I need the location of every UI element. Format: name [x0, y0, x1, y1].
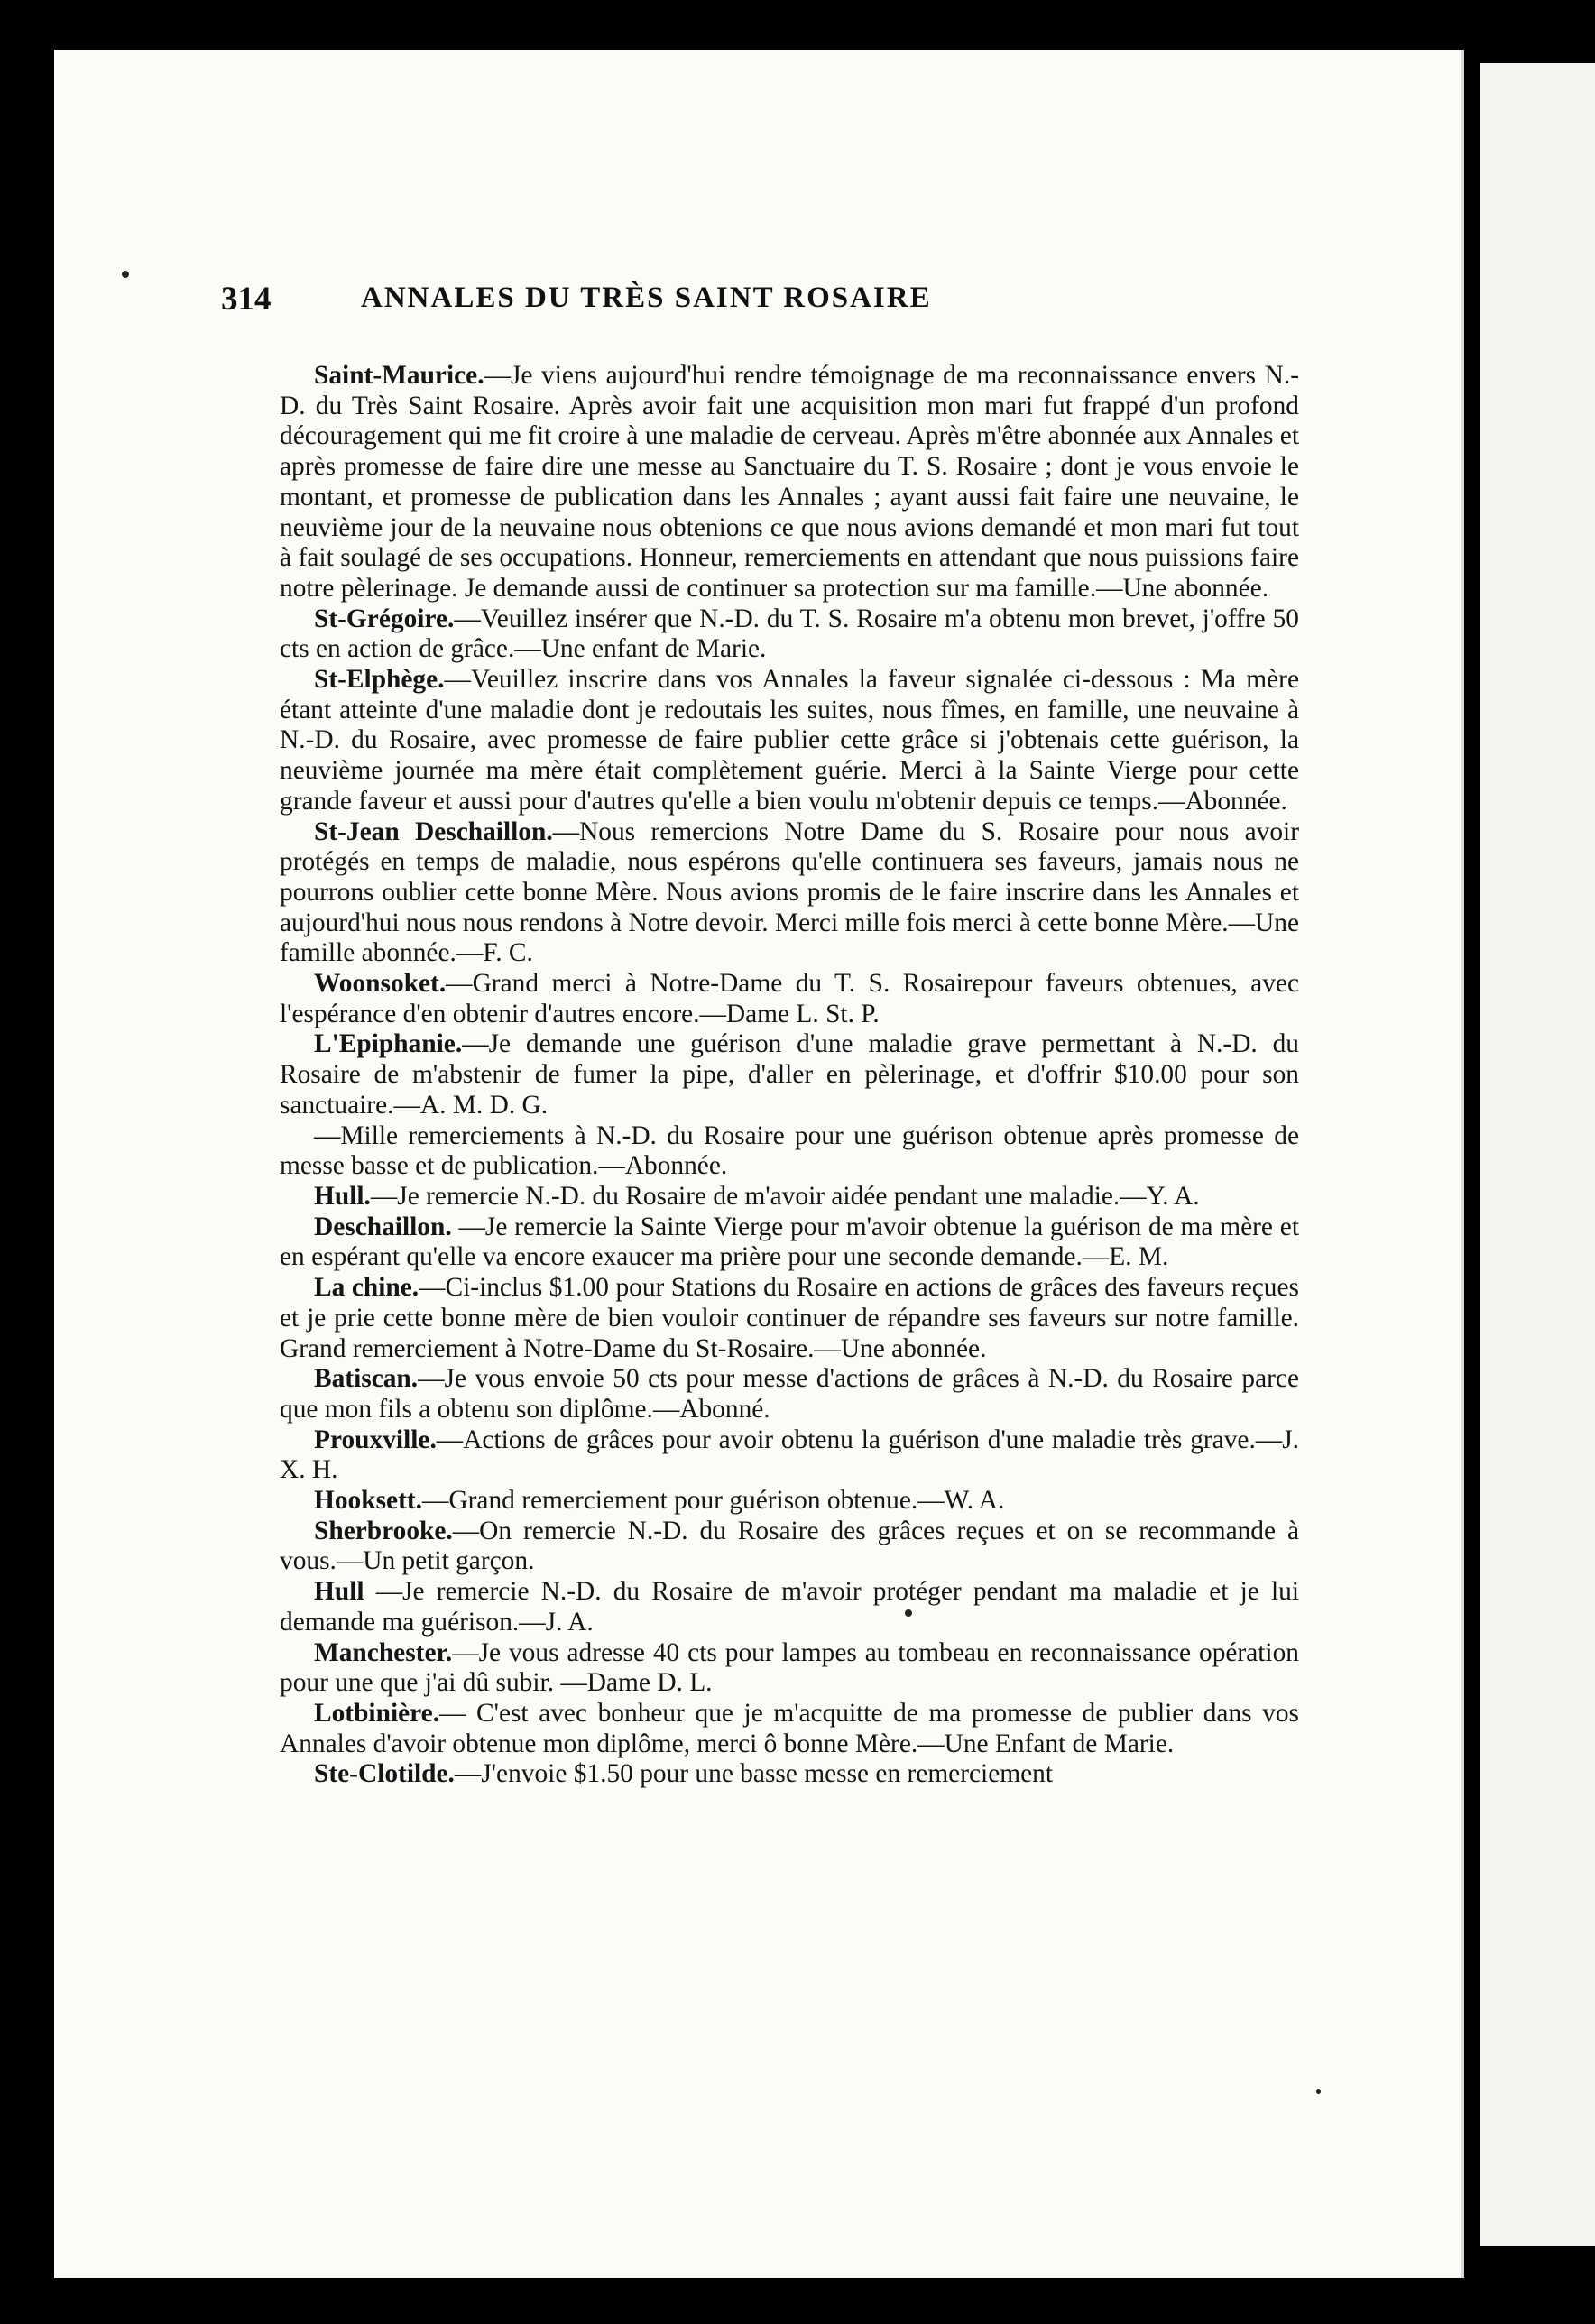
- entry-st-gregoire: [280, 604, 1299, 665]
- entry-text: —Actions de grâces pour avoir obtenu la guérison d'une maladie très grave.—J. X. H.: [280, 1425, 1299, 1485]
- entry-text: —Je viens aujourd'hui rendre témoignage de ma reconnaissance envers N.-D. du Très Saint Rosaire. Après avoir fait une acquisition mon mari fut frappé d'un profond découragement qui me fit croire à une maladie de cerveau. Après m'être abonnée aux Annales et après promesse de faire dire une messe au Sanctuaire du T. S. Rosaire ; dont je vous envoie le montant, et promesse de publication dans les Annales ; ayant aussi fait faire une neuvaine, le neuvième jour de la neuvaine nous obtenions ce que nous avions demandé et mon mari fut tout à fait soulagé de ses occupations. Honneur, remerciements en attendant que nous puissions faire notre pèlerinage. Je demande aussi de continuer sa protection sur ma famille.—Une abonnée.: [280, 361, 1299, 603]
- entry-hooksett: [280, 1486, 1299, 1517]
- entry-text: —Veuillez inscrire dans vos Annales la faveur signalée ci-dessous : Ma mère étant atteinte d'une maladie dont je redoutais les suites, nous fîmes, en famille, une neuvaine à N.-D. du Rosaire, avec promesse de faire publier cette grâce si j'obtenais cette guérison, la neuvième journée ma mère était complètement guérie. Merci à la Sainte Vierge pour cette grande faveur et aussi pour d'autres qu'elle a bien voulu m'obtenir depuis ce temps.—Abonnée.: [280, 665, 1299, 816]
- entry-ste-clotilde: [280, 1759, 1299, 1790]
- entry-place: Manchester.: [314, 1637, 453, 1667]
- entry-prouxville: [280, 1425, 1299, 1486]
- entry-text: —Nous remercions Notre Dame du S. Rosaire pour nous avoir protégés en temps de maladie, nous espérons qu'elle continuera ses faveurs, jamais nous ne pourrons oublier cette bonne Mère. Nous avions promis de le faire inscrire dans les Annales et aujourd'hui nous nous rendons à Notre devoir. Merci mille fois merci à cette bonne Mère.—Une famille abonnée.—F. C.: [280, 816, 1299, 968]
- entry-place: Deschaillon.: [314, 1212, 452, 1241]
- entry-text: —Je vous adresse 40 cts pour lampes au tombeau en reconnaissance opération pour une que j'ai dû subir. —Dame D. L.: [280, 1637, 1299, 1698]
- entry-place: Hull.: [314, 1181, 371, 1211]
- page-number: 314: [221, 281, 272, 318]
- entry-text: —On remercie N.-D. du Rosaire des grâces reçues et on se recommande à vous.—Un petit garçon.: [280, 1516, 1299, 1576]
- entry-place: St-Grégoire.: [314, 604, 455, 633]
- entry-lotbiniere: [280, 1699, 1299, 1759]
- entry-place: Ste-Clotilde.: [314, 1759, 455, 1789]
- entry-hull: [280, 1182, 1299, 1213]
- article-body: [280, 361, 1299, 1790]
- entry-place: Batiscan.: [314, 1364, 419, 1394]
- entry-text: —Je remercie la Sainte Vierge pour m'avoir obtenue la guérison de ma mère et en espérant qu'elle va encore exaucer ma prière pour une seconde demande.—E. M.: [280, 1212, 1299, 1272]
- entry-text: — C'est avec bonheur que je m'acquitte de ma promesse de publier dans vos Annales d'avoir obtenue mon diplôme, merci ô bonne Mère.—Une Enfant de Marie.: [280, 1698, 1299, 1758]
- entry-text: —Je remercie N.-D. du Rosaire de m'avoir aidée pendant une maladie.—Y. A.: [370, 1181, 1200, 1211]
- entry-la-chine: [280, 1273, 1299, 1364]
- entry-text: —J'envoie $1.50 pour une basse messe en remerciement: [454, 1759, 1054, 1789]
- scan-speck: [122, 271, 129, 278]
- entry-st-elphege: [280, 665, 1299, 817]
- entry-text: —Je demande une guérison d'une maladie grave permettant à N.-D. du Rosaire de m'abstenir de fumer la pipe, d'aller en pèlerinage, et d'offrir $10.00 pour son sanctuaire.—A. M. D. G.: [280, 1029, 1299, 1120]
- entry-anonymous: [280, 1121, 1299, 1182]
- entry-place: Prouxville.: [314, 1425, 437, 1454]
- scan-speck: [905, 1609, 912, 1617]
- entry-text: —Veuillez insérer que N.-D. du T. S. Rosaire m'a obtenu mon brevet, j'offre 50 cts en action de grâce.—Une enfant de Marie.: [280, 604, 1299, 664]
- entry-text: —Ci-inclus $1.00 pour Stations du Rosaire en actions de grâces des faveurs reçues et je prie cette bonne mère de bien vouloir continuer de répandre ses faveurs sur notre famille. Grand remerciement à Notre-Dame du St-Rosaire.—Une abonnée.: [280, 1273, 1299, 1363]
- entry-place: Sherbrooke.: [314, 1516, 453, 1545]
- entry-text: —Mille remerciements à N.-D. du Rosaire pour une guérison obtenue après promesse de messe basse et de publication.—Abonnée.: [280, 1120, 1299, 1181]
- page-header: [221, 280, 1078, 334]
- entry-sherbrooke: [280, 1517, 1299, 1577]
- entry-text: —Je vous envoie 50 cts pour messe d'actions de grâces à N.-D. du Rosaire parce que mon fils a obtenu son diplôme.—Abonné.: [280, 1364, 1299, 1424]
- entry-deschaillon: [280, 1213, 1299, 1273]
- entry-place: St-Jean Deschaillon.: [314, 816, 553, 846]
- entry-place: L'Epiphanie.: [314, 1029, 463, 1059]
- entry-place: Saint-Maurice.: [314, 361, 484, 390]
- entry-place: Woonsoket.: [314, 969, 447, 999]
- entry-manchester: [280, 1638, 1299, 1699]
- entry-place: Hull: [314, 1577, 364, 1607]
- entry-hull-2: [280, 1577, 1299, 1637]
- adjacent-page-edge: [1480, 63, 1595, 2246]
- entry-text: —Grand merci à Notre-Dame du T. S. Rosairepour faveurs obtenues, avec l'espérance d'en obtenir d'autres encore.—Dame L. St. P.: [280, 969, 1299, 1028]
- entry-lepiphanie: [280, 1029, 1299, 1120]
- entry-batiscan: [280, 1364, 1299, 1425]
- entry-text: —Je remercie N.-D. du Rosaire de m'avoir protéger pendant ma maladie et je lui demande ma guérison.—J. A.: [280, 1577, 1299, 1637]
- running-title: ANNALES DU TRÈS SAINT ROSAIRE: [361, 281, 932, 314]
- entry-text: —Grand remerciement pour guérison obtenue.—W. A.: [422, 1486, 1005, 1516]
- entry-place: Hooksett.: [314, 1486, 423, 1516]
- entry-place: Lotbinière.: [314, 1698, 440, 1728]
- entry-woonsoket: [280, 969, 1299, 1029]
- entry-place: La chine.: [314, 1273, 419, 1303]
- entry-saint-maurice: [280, 361, 1299, 604]
- entry-st-jean-deschaillon: [280, 817, 1299, 970]
- scan-speck: [1316, 2089, 1321, 2094]
- entry-place: St-Elphège.: [314, 665, 445, 695]
